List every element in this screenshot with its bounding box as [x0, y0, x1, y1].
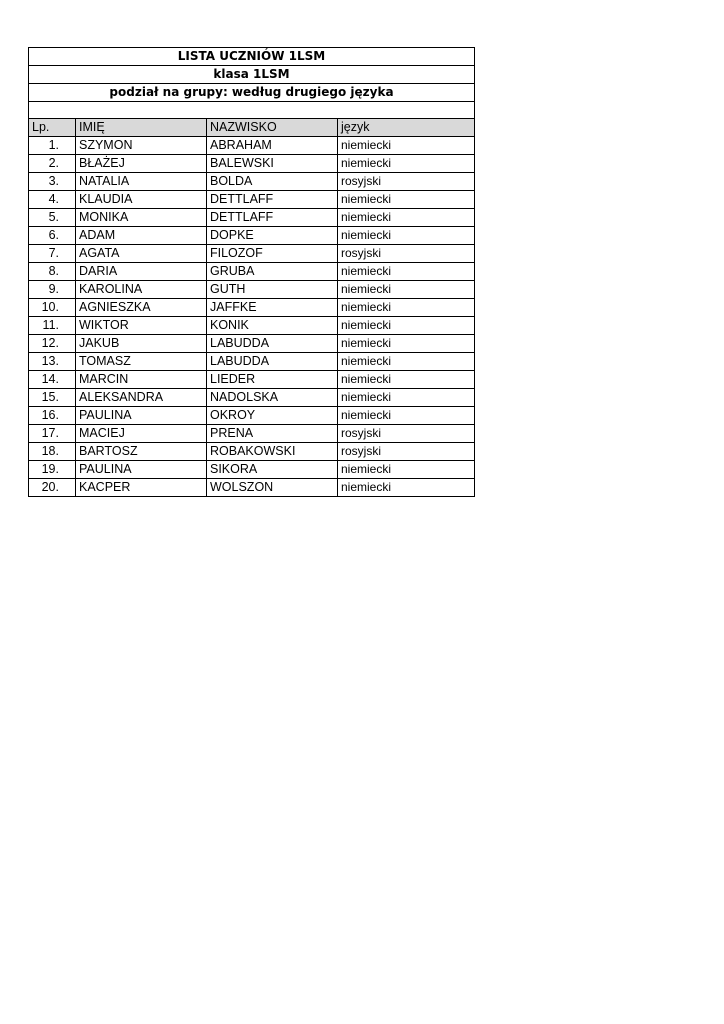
row-number: 3.	[29, 173, 76, 191]
row-number: 16.	[29, 407, 76, 425]
language-cell: niemiecki	[338, 389, 475, 407]
table-row	[29, 173, 475, 191]
table-row	[29, 479, 475, 497]
last-name-cell: DOPKE	[207, 227, 338, 245]
last-name-cell: LIEDER	[207, 371, 338, 389]
last-name-cell: OKROY	[207, 407, 338, 425]
table-row	[29, 407, 475, 425]
table-row	[29, 245, 475, 263]
empty-cell	[29, 102, 475, 119]
first-name-cell: KAROLINA	[76, 281, 207, 299]
first-name-cell: AGNIESZKA	[76, 299, 207, 317]
table-row	[29, 299, 475, 317]
language-cell: rosyjski	[338, 425, 475, 443]
language-cell: niemiecki	[338, 479, 475, 497]
table-row	[29, 263, 475, 281]
language-cell: rosyjski	[338, 443, 475, 461]
column-header-nazwisko: NAZWISKO	[207, 119, 338, 137]
group-label: podział na grupy: według drugiego języka	[29, 84, 475, 102]
language-cell: niemiecki	[338, 209, 475, 227]
last-name-cell: FILOZOF	[207, 245, 338, 263]
last-name-cell: GUTH	[207, 281, 338, 299]
row-number: 15.	[29, 389, 76, 407]
last-name-cell: ABRAHAM	[207, 137, 338, 155]
title-row	[29, 48, 475, 66]
language-cell: niemiecki	[338, 263, 475, 281]
table-row	[29, 353, 475, 371]
list-title: LISTA UCZNIÓW 1LSM	[29, 48, 475, 66]
row-number: 17.	[29, 425, 76, 443]
language-cell: niemiecki	[338, 155, 475, 173]
class-row	[29, 66, 475, 84]
table-row	[29, 209, 475, 227]
row-number: 8.	[29, 263, 76, 281]
last-name-cell: PRENA	[207, 425, 338, 443]
first-name-cell: PAULINA	[76, 461, 207, 479]
language-cell: niemiecki	[338, 371, 475, 389]
language-cell: rosyjski	[338, 173, 475, 191]
row-number: 12.	[29, 335, 76, 353]
row-number: 7.	[29, 245, 76, 263]
table-row	[29, 371, 475, 389]
row-number: 5.	[29, 209, 76, 227]
row-number: 2.	[29, 155, 76, 173]
first-name-cell: WIKTOR	[76, 317, 207, 335]
language-cell: niemiecki	[338, 281, 475, 299]
class-label: klasa 1LSM	[29, 66, 475, 84]
column-header-lp: Lp.	[29, 119, 76, 137]
column-header-imie: IMIĘ	[76, 119, 207, 137]
language-cell: niemiecki	[338, 317, 475, 335]
table-row	[29, 425, 475, 443]
language-cell: niemiecki	[338, 227, 475, 245]
table-row	[29, 137, 475, 155]
language-cell: rosyjski	[338, 245, 475, 263]
table-row	[29, 155, 475, 173]
language-cell: niemiecki	[338, 191, 475, 209]
first-name-cell: KACPER	[76, 479, 207, 497]
last-name-cell: NADOLSKA	[207, 389, 338, 407]
first-name-cell: NATALIA	[76, 173, 207, 191]
last-name-cell: BOLDA	[207, 173, 338, 191]
last-name-cell: ROBAKOWSKI	[207, 443, 338, 461]
row-number: 18.	[29, 443, 76, 461]
last-name-cell: LABUDDA	[207, 335, 338, 353]
column-header-jezyk: język	[338, 119, 475, 137]
row-number: 19.	[29, 461, 76, 479]
last-name-cell: BALEWSKI	[207, 155, 338, 173]
group-row	[29, 84, 475, 102]
last-name-cell: GRUBA	[207, 263, 338, 281]
table-row	[29, 191, 475, 209]
table-row	[29, 389, 475, 407]
first-name-cell: MONIKA	[76, 209, 207, 227]
last-name-cell: JAFFKE	[207, 299, 338, 317]
first-name-cell: ADAM	[76, 227, 207, 245]
row-number: 9.	[29, 281, 76, 299]
last-name-cell: LABUDDA	[207, 353, 338, 371]
first-name-cell: AGATA	[76, 245, 207, 263]
last-name-cell: DETTLAFF	[207, 191, 338, 209]
header-row	[29, 119, 475, 137]
language-cell: niemiecki	[338, 353, 475, 371]
language-cell: niemiecki	[338, 461, 475, 479]
first-name-cell: DARIA	[76, 263, 207, 281]
first-name-cell: BŁAŻEJ	[76, 155, 207, 173]
table-row	[29, 281, 475, 299]
table-row	[29, 227, 475, 245]
last-name-cell: WOLSZON	[207, 479, 338, 497]
row-number: 14.	[29, 371, 76, 389]
student-list-table	[28, 47, 475, 497]
first-name-cell: PAULINA	[76, 407, 207, 425]
first-name-cell: BARTOSZ	[76, 443, 207, 461]
first-name-cell: MARCIN	[76, 371, 207, 389]
table-row	[29, 317, 475, 335]
language-cell: niemiecki	[338, 407, 475, 425]
row-number: 13.	[29, 353, 76, 371]
last-name-cell: SIKORA	[207, 461, 338, 479]
first-name-cell: TOMASZ	[76, 353, 207, 371]
table-row	[29, 443, 475, 461]
spacer-row	[29, 102, 475, 119]
row-number: 4.	[29, 191, 76, 209]
language-cell: niemiecki	[338, 137, 475, 155]
row-number: 11.	[29, 317, 76, 335]
row-number: 10.	[29, 299, 76, 317]
first-name-cell: KLAUDIA	[76, 191, 207, 209]
table-row	[29, 335, 475, 353]
language-cell: niemiecki	[338, 299, 475, 317]
last-name-cell: DETTLAFF	[207, 209, 338, 227]
first-name-cell: SZYMON	[76, 137, 207, 155]
row-number: 6.	[29, 227, 76, 245]
first-name-cell: ALEKSANDRA	[76, 389, 207, 407]
last-name-cell: KONIK	[207, 317, 338, 335]
first-name-cell: JAKUB	[76, 335, 207, 353]
row-number: 1.	[29, 137, 76, 155]
first-name-cell: MACIEJ	[76, 425, 207, 443]
row-number: 20.	[29, 479, 76, 497]
language-cell: niemiecki	[338, 335, 475, 353]
table-row	[29, 461, 475, 479]
